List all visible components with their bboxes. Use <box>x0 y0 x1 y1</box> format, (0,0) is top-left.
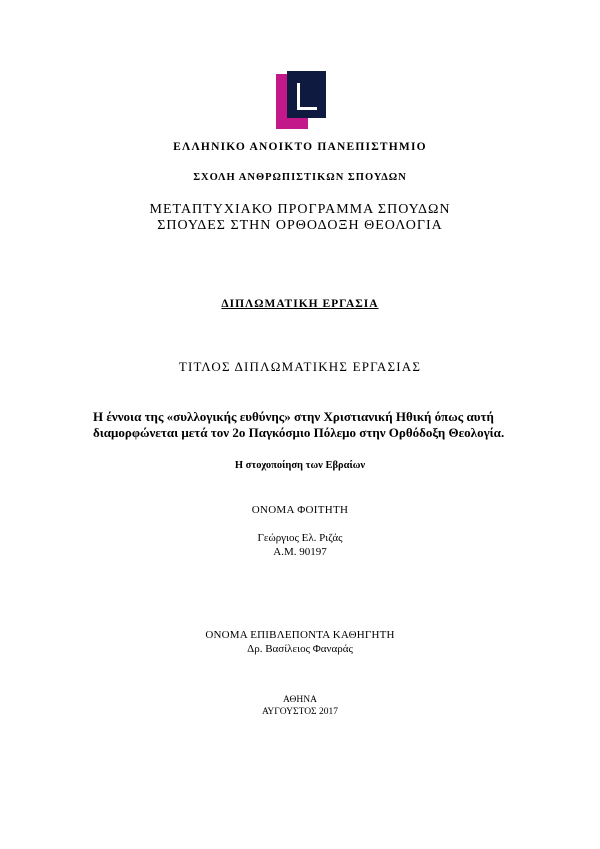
program-line-1: ΜΕΤΑΠΤΥΧΙΑΚΟ ΠΡΟΓΡΑΜΜΑ ΣΠΟΥΔΩΝ <box>149 202 451 217</box>
program-name <box>0 202 600 234</box>
city: ΑΘΗΝΑ <box>283 695 317 705</box>
supervisor-name: Δρ. Βασίλειος Φαναράς <box>247 643 353 655</box>
thesis-title-label: ΤΙΤΛΟΣ ΔΙΠΛΩΜΑΤΙΚΗΣ ΕΡΓΑΣΙΑΣ <box>178 359 422 374</box>
student-name: Γεώργιος Ελ. Ριζάς <box>257 532 343 544</box>
university-name: ΕΛΛΗΝΙΚΟ ΑΝΟΙΚΤΟ ΠΑΝΕΠΙΣΤΗΜΙΟ <box>173 141 427 153</box>
school-name: ΣΧΟΛΗ ΑΝΘΡΩΠΙΣΤΙΚΩΝ ΣΠΟΥΔΩΝ <box>193 172 407 183</box>
program-line-2: ΣΠΟΥΔΕΣ ΣΤΗΝ ΟΡΘΟΔΟΞΗ ΘΕΟΛΟΓΙΑ <box>157 218 443 233</box>
thesis-title: Η έννοια της «συλλογικής ευθύνης» στην Χριστιανική Ηθική όπως αυτή διαμορφώνεται μετά τον 2ο Παγκόσμιο Πόλεμο στην Ορθόδοξη Θεολογία. <box>93 409 505 440</box>
supervisor-label: ΟΝΟΜΑ ΕΠΙΒΛΕΠΟΝΤΑ ΚΑΘΗΓΗΤΗ <box>205 629 395 641</box>
student-id: Α.Μ. 90197 <box>273 546 327 558</box>
thesis-subtitle: Η στοχοποίηση των Εβραίων <box>234 460 366 471</box>
thesis-type-label: ΔΙΠΛΩΜΑΤΙΚΗ ΕΡΓΑΣΙΑ <box>221 298 379 310</box>
student-label: ΟΝΟΜΑ ΦΟΙΤΗΤΗ <box>251 504 349 516</box>
university-logo-icon <box>276 71 326 129</box>
date: ΑΥΓΟΥΣΤΟΣ 2017 <box>262 707 338 717</box>
